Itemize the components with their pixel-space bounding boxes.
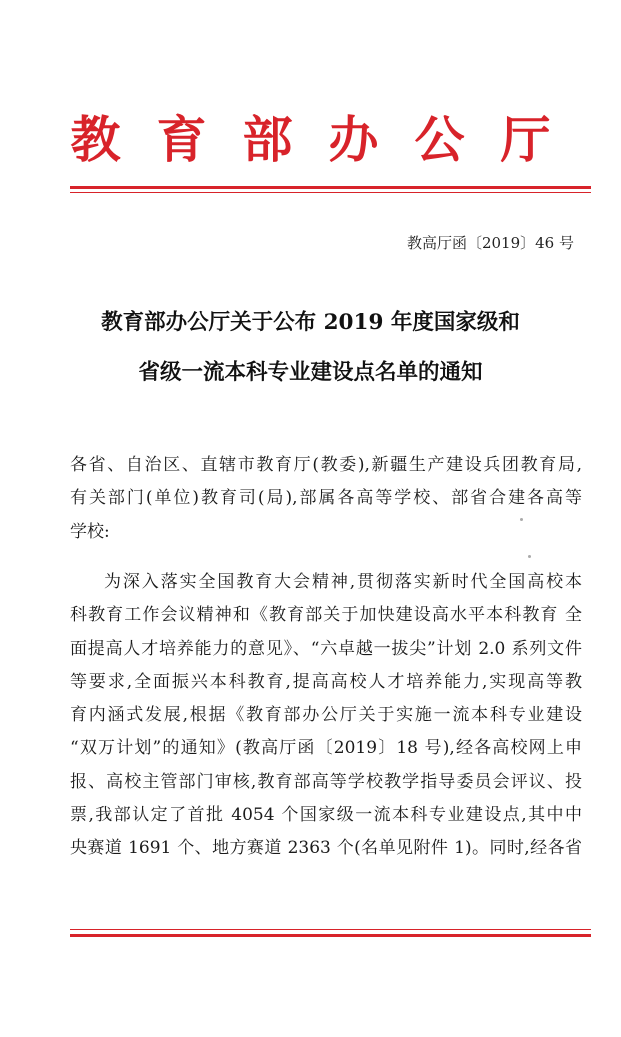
body-line: 面提高人才培养能力的意见》、“六卓越一拔尖”计划 2.0 系列文件 [70, 638, 582, 659]
letterhead-rule-top [70, 186, 591, 189]
scan-speck [528, 555, 531, 558]
footer-rule-thin [70, 929, 591, 930]
addressee-line: 有关部门(单位)教育司(局),部属各高等学校、部省合建各高等 [70, 488, 582, 509]
body-line: 为深入落实全国教育大会精神,贯彻落实新时代全国高校本 [104, 572, 582, 592]
addressee-line: 学校: [70, 521, 110, 542]
footer-rule-thick [70, 934, 591, 937]
scan-speck [520, 518, 523, 521]
body-line: 央赛道 1691 个、地方赛道 2363 个(名单见附件 1)。同时,经各省 [70, 838, 582, 859]
letterhead-rule-top-thin [70, 192, 591, 193]
body-line: 票,我部认定了首批 4054 个国家级一流本科专业建设点,其中中 [70, 805, 582, 826]
addressee-paragraph [70, 449, 582, 549]
notice-title-line-1: 教育部办公厅关于公布 2019 年度国家级和 [101, 310, 520, 335]
body-line: 等要求,全面振兴本科教育,提高高校人才培养能力,实现高等教 [70, 671, 582, 692]
body-line: 育内涵式发展,根据《教育部办公厅关于实施一流本科专业建设 [70, 705, 582, 726]
addressee-line: 各省、自治区、直辖市教育厅(教委),新疆生产建设兵团教育局, [70, 455, 582, 475]
letterhead-title: 教育部办公厅 [70, 110, 587, 169]
body-line: 报、高校主管部门审核,教育部高等学校教学指导委员会评议、投 [70, 771, 582, 792]
body-paragraph [70, 566, 582, 866]
document-number: 教高厅函〔2019〕46 号 [406, 234, 574, 252]
body-line: “双万计划”的通知》(教高厅函〔2019〕18 号),经各高校网上申 [70, 738, 582, 759]
body-line: 科教育工作会议精神和《教育部关于加快建设高水平本科教育 全 [70, 605, 582, 626]
notice-title-line-2: 省级一流本科专业建设点名单的通知 [138, 360, 483, 385]
